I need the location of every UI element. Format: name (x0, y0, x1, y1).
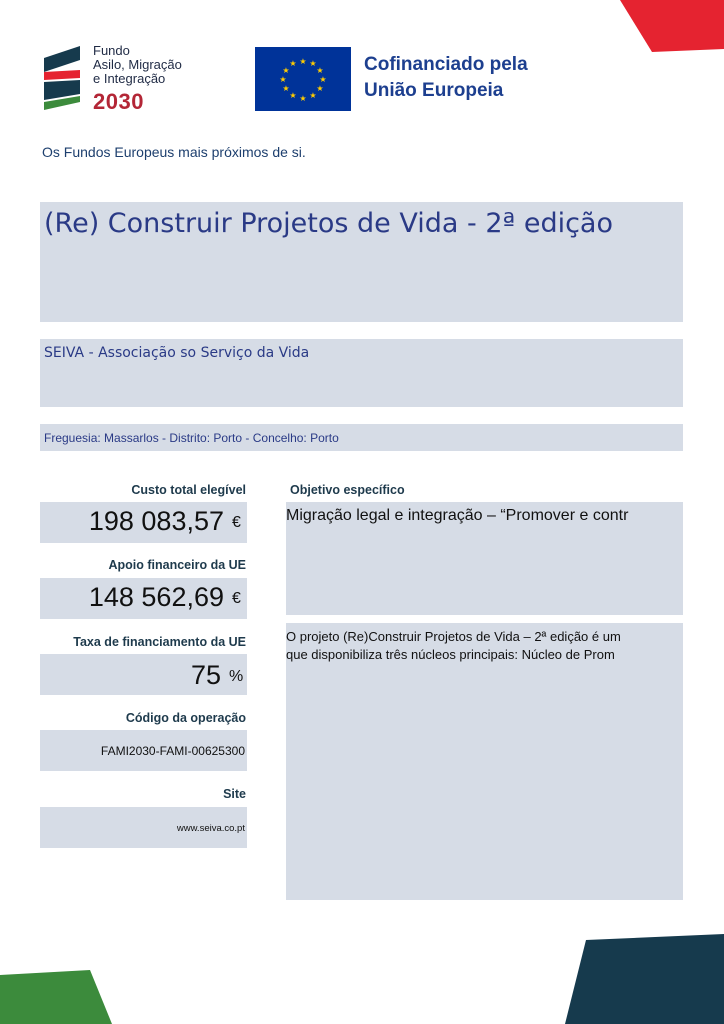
bottom-right-navy-shape (565, 934, 724, 1024)
eu-stars (255, 47, 351, 111)
objective-label: Objetivo específico (290, 483, 405, 497)
fami-line3: e Integração (93, 71, 166, 86)
svg-text:★: ★ (299, 57, 307, 66)
top-right-red-shape (620, 0, 724, 52)
custo-value: 198 083,57 (88, 506, 224, 536)
fami-logo-text (93, 44, 182, 86)
eu-line2: União Europeia (364, 80, 504, 101)
project-title: (Re) Construir Projetos de Vida - 2ª edição (44, 208, 613, 239)
description-line1: O projeto (Re)Construir Projetos de Vida – 2ª edição é um (286, 629, 621, 644)
apoio-unit: € (232, 590, 241, 607)
taxa-value: 75 (190, 660, 221, 690)
apoio-value: 148 562,69 (88, 582, 224, 612)
tagline: Os Fundos Europeus mais próximos de si. (42, 144, 306, 160)
apoio-label: Apoio financeiro da UE (108, 558, 246, 572)
svg-text:★: ★ (316, 84, 324, 93)
svg-text:★: ★ (289, 91, 297, 100)
svg-text:★: ★ (289, 59, 297, 68)
svg-text:★: ★ (282, 84, 290, 93)
fami-line2: Asilo, Migração (93, 57, 182, 72)
site-label: Site (223, 787, 246, 801)
svg-text:★: ★ (309, 91, 317, 100)
description-line2: que disponibiliza três núcleos principais: Núcleo de Prom (286, 647, 615, 662)
eu-line1: Cofinanciado pela (364, 54, 528, 75)
eu-flag-icon (255, 47, 351, 111)
svg-text:★: ★ (316, 66, 324, 75)
svg-text:★: ★ (282, 66, 290, 75)
svg-text:★: ★ (309, 59, 317, 68)
location-text: Freguesia: Massarlos - Distrito: Porto - Concelho: Porto (44, 431, 339, 445)
codigo-value: FAMI2030-FAMI-00625300 (100, 744, 245, 758)
bottom-left-green-shape (0, 970, 112, 1024)
site-link[interactable]: www.seiva.co.pt (176, 823, 245, 834)
custo-label: Custo total elegível (131, 483, 246, 497)
svg-text:★: ★ (279, 75, 287, 84)
fami-logo-mark (40, 44, 86, 112)
codigo-label: Código da operação (125, 711, 246, 725)
description-box (286, 623, 683, 900)
fami-line1: Fundo (93, 43, 130, 58)
taxa-label: Taxa de financiamento da UE (73, 635, 246, 649)
description-text (286, 628, 683, 664)
objective-text: Migração legal e integração – “Promover e contr (286, 507, 629, 524)
svg-text:★: ★ (299, 94, 307, 103)
eu-cofinanced-text (364, 52, 528, 104)
taxa-unit: % (229, 668, 244, 685)
svg-text:★: ★ (319, 75, 327, 84)
custo-unit: € (232, 514, 241, 531)
organization-name: SEIVA - Associação so Serviço da Vida (44, 345, 310, 361)
fami-year: 2030 (93, 89, 144, 114)
